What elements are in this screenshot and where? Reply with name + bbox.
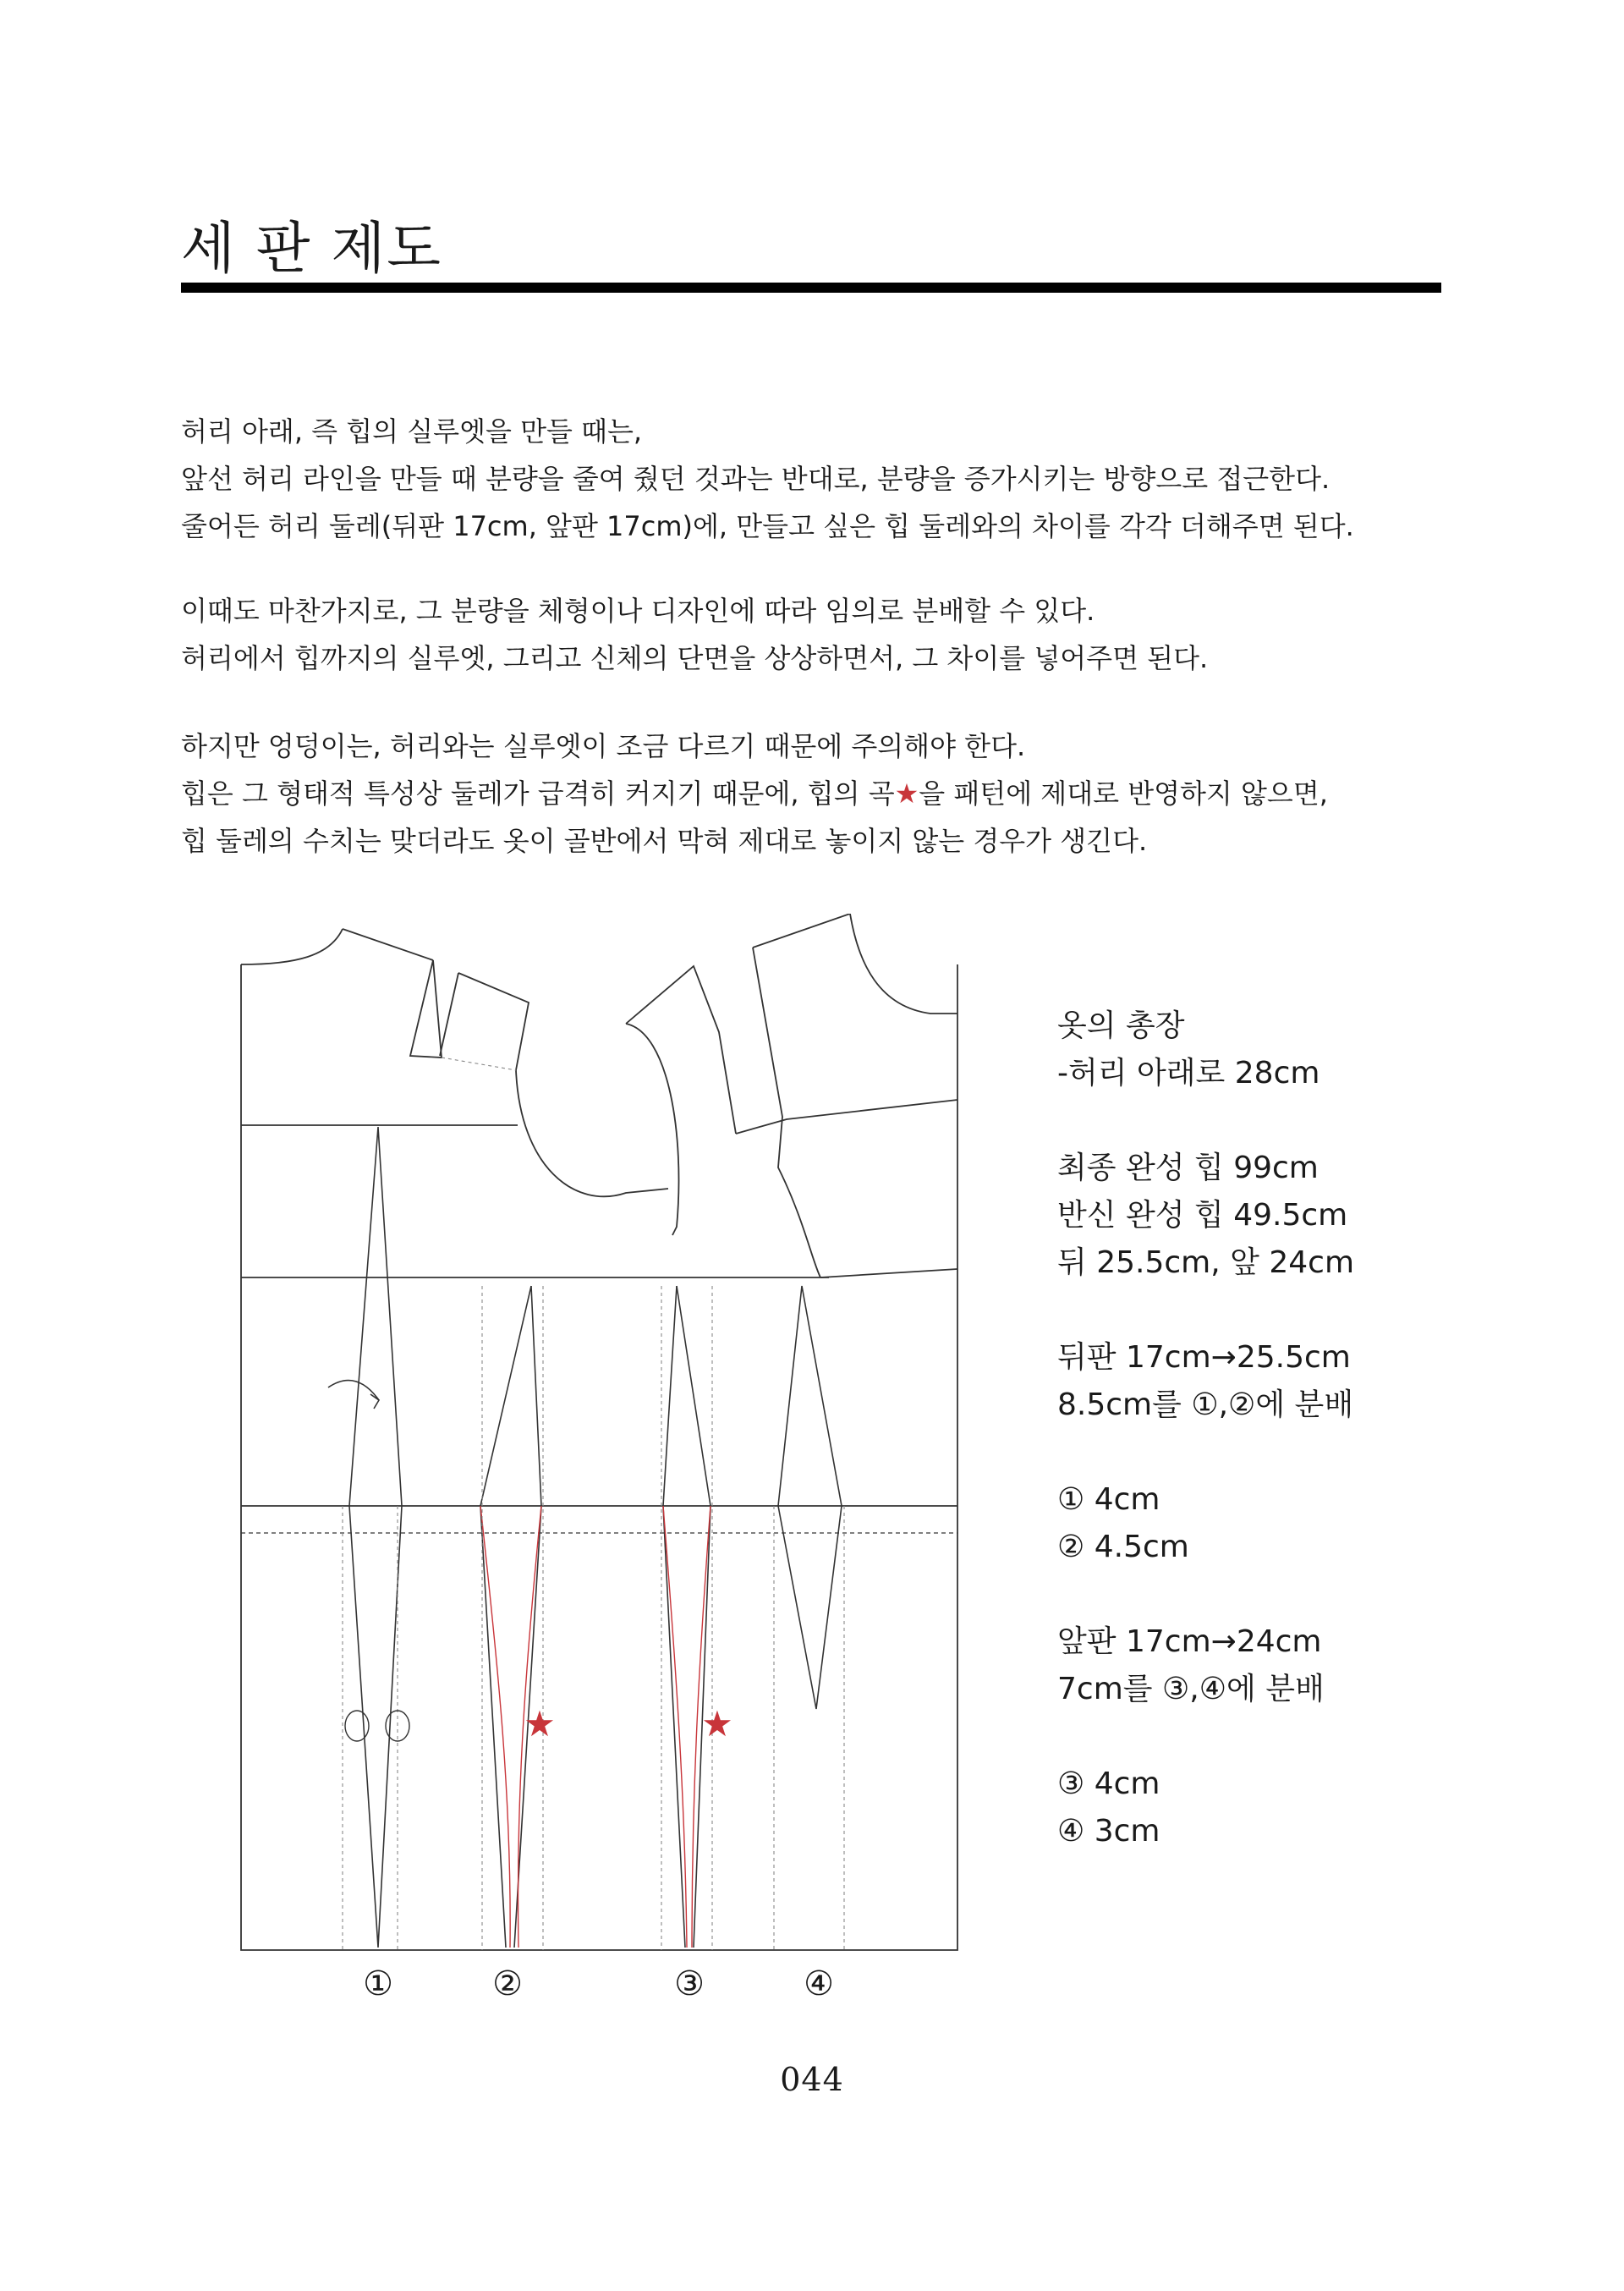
marker-1: ①: [363, 1964, 393, 2003]
line-text: 힙은 그 형태적 특성상 둘레가 급격히 커지기 때문에, 힙의 곡: [181, 777, 895, 810]
note-line: ② 4.5cm: [1057, 1530, 1189, 1564]
note-front-distribution: [1057, 1761, 1531, 1855]
note-back-panel: [1057, 1334, 1531, 1429]
note-line: 앞판 17cm→24cm: [1057, 1624, 1322, 1659]
note-line: -허리 아래로 28cm: [1057, 1056, 1320, 1091]
hip-curve-lines: [480, 1506, 710, 1948]
front-panel: [626, 914, 957, 1277]
note-line: 뒤판 17cm→25.5cm: [1057, 1340, 1351, 1375]
paragraph-line: 하지만 엉덩이는, 허리와는 실루엣이 조금 다르기 때문에 주의해야 한다.: [181, 730, 1026, 762]
note-line: ③ 4cm: [1057, 1766, 1160, 1801]
paragraph-1: [181, 408, 1467, 550]
note-hip: [1057, 1145, 1531, 1287]
note-line: ④ 3cm: [1057, 1814, 1160, 1849]
guide-lines: [343, 1058, 844, 1950]
star-icon: ★: [894, 777, 919, 810]
paragraph-line: 줄어든 허리 둘레(뒤판 17cm, 앞판 17cm)에, 만들고 싶은 힙 둘레와의 차이를 각각 더해주면 된다.: [181, 510, 1354, 542]
pattern-drafting-figure: [228, 914, 973, 2005]
paragraph-3: [181, 722, 1467, 865]
star-icon: ★: [524, 1703, 556, 1744]
note-line: 옷의 총장: [1057, 1008, 1185, 1043]
paragraph-line: 허리 아래, 즉 힙의 실루엣을 만들 때는,: [181, 415, 643, 448]
page-number: 044: [780, 2061, 844, 2098]
note-line: 8.5cm를 ①,②에 분배: [1057, 1387, 1354, 1422]
note-line: 뒤 25.5cm, 앞 24cm: [1057, 1245, 1355, 1280]
body-text: [181, 408, 1467, 550]
note-back-distribution: [1057, 1476, 1531, 1571]
darts: [328, 1127, 842, 1948]
paragraph-line: 허리에서 힙까지의 실루엣, 그리고 신체의 단면을 상상하면서, 그 차이를 넣어주면 된다.: [181, 642, 1209, 674]
note-line: ① 4cm: [1057, 1482, 1160, 1517]
page-title: 세 판 제도: [181, 216, 442, 281]
marker-4: ④: [804, 1964, 834, 2003]
button-loops: [345, 1711, 409, 1741]
body-text-2: [181, 587, 1467, 682]
note-total-length: [1057, 1003, 1531, 1097]
note-line: 반신 완성 힙 49.5cm: [1057, 1198, 1348, 1233]
dart-markers: [363, 1964, 834, 2003]
body-text-3: [181, 722, 1467, 865]
line-text: 을 패턴에 제대로 반영하지 않으면,: [919, 777, 1328, 810]
note-line: 최종 완성 힙 99cm: [1057, 1151, 1319, 1185]
paragraph-line: 앞선 허리 라인을 만들 때 분량을 줄여 줬던 것과는 반대로, 분량을 증가시키는 방향으로 접근한다.: [181, 463, 1330, 495]
marker-2: ②: [492, 1964, 523, 2003]
title-rule: [181, 283, 1441, 293]
measurement-notes: [1057, 1003, 1531, 1903]
paragraph-line: 이때도 마찬가지로, 그 분량을 체형이나 디자인에 따라 임의로 분배할 수 있다.: [181, 595, 1095, 627]
paragraph-2: [181, 587, 1467, 682]
note-front-panel: [1057, 1618, 1531, 1713]
marker-3: ③: [674, 1964, 705, 2003]
paragraph-line-with-star: [181, 770, 1467, 817]
note-line: 7cm를 ③,④에 분배: [1057, 1672, 1325, 1706]
star-icon: ★: [701, 1703, 733, 1744]
back-panel: [241, 929, 957, 1950]
paragraph-line: 힙 둘레의 수치는 맞더라도 옷이 골반에서 막혀 제대로 놓이지 않는 경우가 생긴다.: [181, 825, 1148, 857]
